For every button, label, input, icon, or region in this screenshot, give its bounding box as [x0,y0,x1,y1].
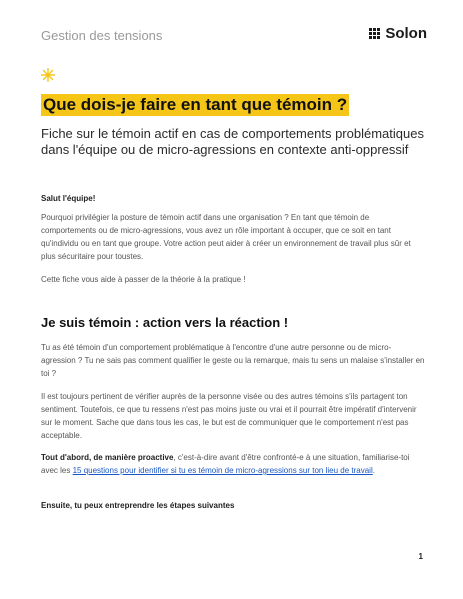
next-steps-label: Ensuite, tu peux entreprendre les étapes suivantes [41,501,235,510]
page-number: 1 [418,552,423,561]
brand-logo [369,25,427,42]
paragraph-3-text: , c'est-à-dire avant d'être confronté-e à une situation, familiarise-toi avec les [41,453,410,475]
page-title: Que dois-je faire en tant que témoin ? [43,95,348,114]
paragraph-3 [41,451,425,477]
solon-logo-icon [369,28,380,39]
paragraph-3-lead: Tout d'abord, de manière proactive [41,453,174,462]
page-subtitle: Fiche sur le témoin actif en cas de comportements problématiques dans l'équipe ou de micro-agressions en contexte anti-oppressif [41,126,424,157]
intro-paragraph-2: Cette fiche vous aide à passer de la théorie à la pratique ! [41,275,246,284]
section-heading: Je suis témoin : action vers la réaction ! [41,315,289,330]
micro-agressions-questions-link[interactable]: 15 questions pour identifier si tu es témoin de micro-agressions sur ton lieu de travail [72,466,373,475]
intro-paragraph: Pourquoi privilégier la posture de témoin actif dans une organisation ? En tant que témoin de comportements ou de micro-agressions, vous avez un rôle important à occuper, que ce soit en tant qu'individu ou en tant que groupe. Votre action peut aider à créer un environnement de travail plus sûr et plus sécuritaire pour toustes. [41,213,411,261]
header-section-label: Gestion des tensions [41,28,163,43]
paragraph-3-end: . [372,466,375,475]
sun-icon [41,68,55,82]
brand-name: Solon [385,25,427,42]
paragraph-2: Il est toujours pertinent de vérifier auprès de la personne visée ou des autres témoins s'ils partagent ton sentiment. Toutefois, ce que tu ressens n'est pas moins juste ou vrai et il pourrait être impératif d'intervenir sur le moment. Sache que dans tous les cas, le but est de communiquer que le comportement n'est pas acceptable. [41,392,417,440]
paragraph-1: Tu as été témoin d'un comportement problématique à l'encontre d'une autre personne ou de micro-agression ? Tu ne sais pas comment qualifier le geste ou la remarque, mais tu sens un malaise s'installer en toi ? [41,343,425,378]
greeting: Salut l'équipe! [41,194,96,203]
